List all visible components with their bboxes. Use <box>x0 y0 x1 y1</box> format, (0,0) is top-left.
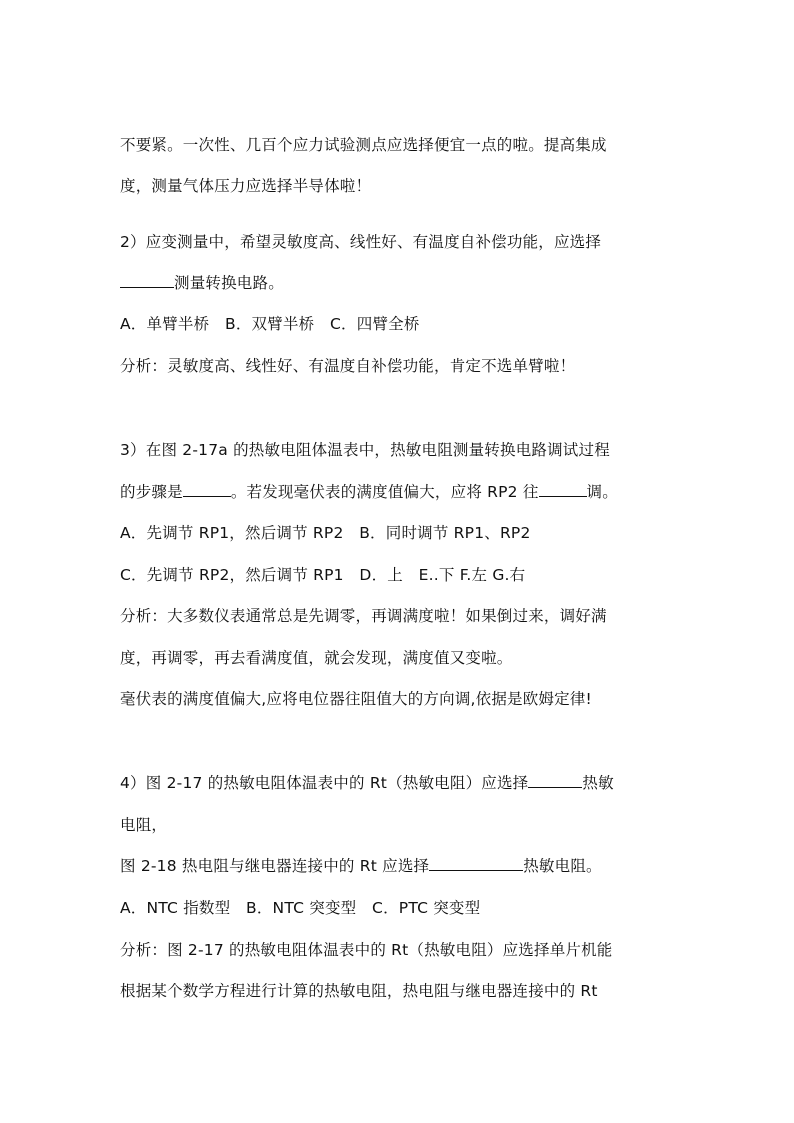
question-text: 4）图 2-17 的热敏电阻体温表中的 Rt（热敏电阻）应选择 <box>120 774 529 792</box>
question-4-line <box>120 856 602 876</box>
question-3-analysis: 毫伏表的满度值偏大,应将电位器往阻值大的方向调,依据是欧姆定律! <box>120 690 592 708</box>
question-text: 。若发现毫伏表的满度值偏大，应将 RP2 往 <box>230 483 539 501</box>
question-4-line <box>120 773 614 793</box>
question-4-line: 电阻， <box>120 816 168 834</box>
paragraph-line: 不要紧。一次性、几百个应力试验测点应选择便宜一点的啦。提高集成 <box>120 136 607 154</box>
question-3-line: 3）在图 2-17a 的热敏电阻体温表中，热敏电阻测量转换电路调试过程 <box>120 441 610 459</box>
answer-blank <box>539 482 587 497</box>
question-2-line <box>120 273 284 293</box>
question-text: 图 2-18 热电阻与继电器连接中的 Rt 应选择 <box>120 857 430 875</box>
question-text: 测量转换电路。 <box>174 274 284 292</box>
answer-blank <box>183 482 231 497</box>
question-3-analysis: 度，再调零，再去看满度值，就会发现，满度值又变啦。 <box>120 649 513 667</box>
question-4-analysis: 根据某个数学方程进行计算的热敏电阻，热电阻与继电器连接中的 Rt <box>120 982 598 1000</box>
question-2-line: 2）应变测量中，希望灵敏度高、线性好、有温度自补偿功能，应选择 <box>120 233 602 251</box>
question-2-analysis: 分析：灵敏度高、线性好、有温度自补偿功能，肯定不选单臂啦！ <box>120 357 576 375</box>
question-3-line <box>120 482 618 502</box>
question-4-analysis: 分析：图 2-17 的热敏电阻体温表中的 Rt（热敏电阻）应选择单片机能 <box>120 941 613 959</box>
question-3-options: C．先调节 RP2，然后调节 RP1 D．上 E..下 F.左 G.右 <box>120 566 526 584</box>
question-3-options: A．先调节 RP1，然后调节 RP2 B．同时调节 RP1、RP2 <box>120 524 531 542</box>
question-text: 调。 <box>586 483 618 501</box>
answer-blank <box>528 773 582 788</box>
question-4-options: A．NTC 指数型 B．NTC 突变型 C．PTC 突变型 <box>120 899 481 917</box>
question-text: 热敏电阻。 <box>523 857 602 875</box>
question-text: 的步骤是 <box>120 483 183 501</box>
answer-blank <box>429 856 523 871</box>
question-text: 热敏 <box>582 774 614 792</box>
answer-blank <box>120 273 174 288</box>
paragraph-line: 度，测量气体压力应选择半导体啦！ <box>120 177 372 195</box>
question-2-options: A．单臂半桥 B．双臂半桥 C．四臂全桥 <box>120 315 420 333</box>
question-3-analysis: 分析：大多数仪表通常总是先调零，再调满度啦！如果倒过来，调好满 <box>120 607 607 625</box>
